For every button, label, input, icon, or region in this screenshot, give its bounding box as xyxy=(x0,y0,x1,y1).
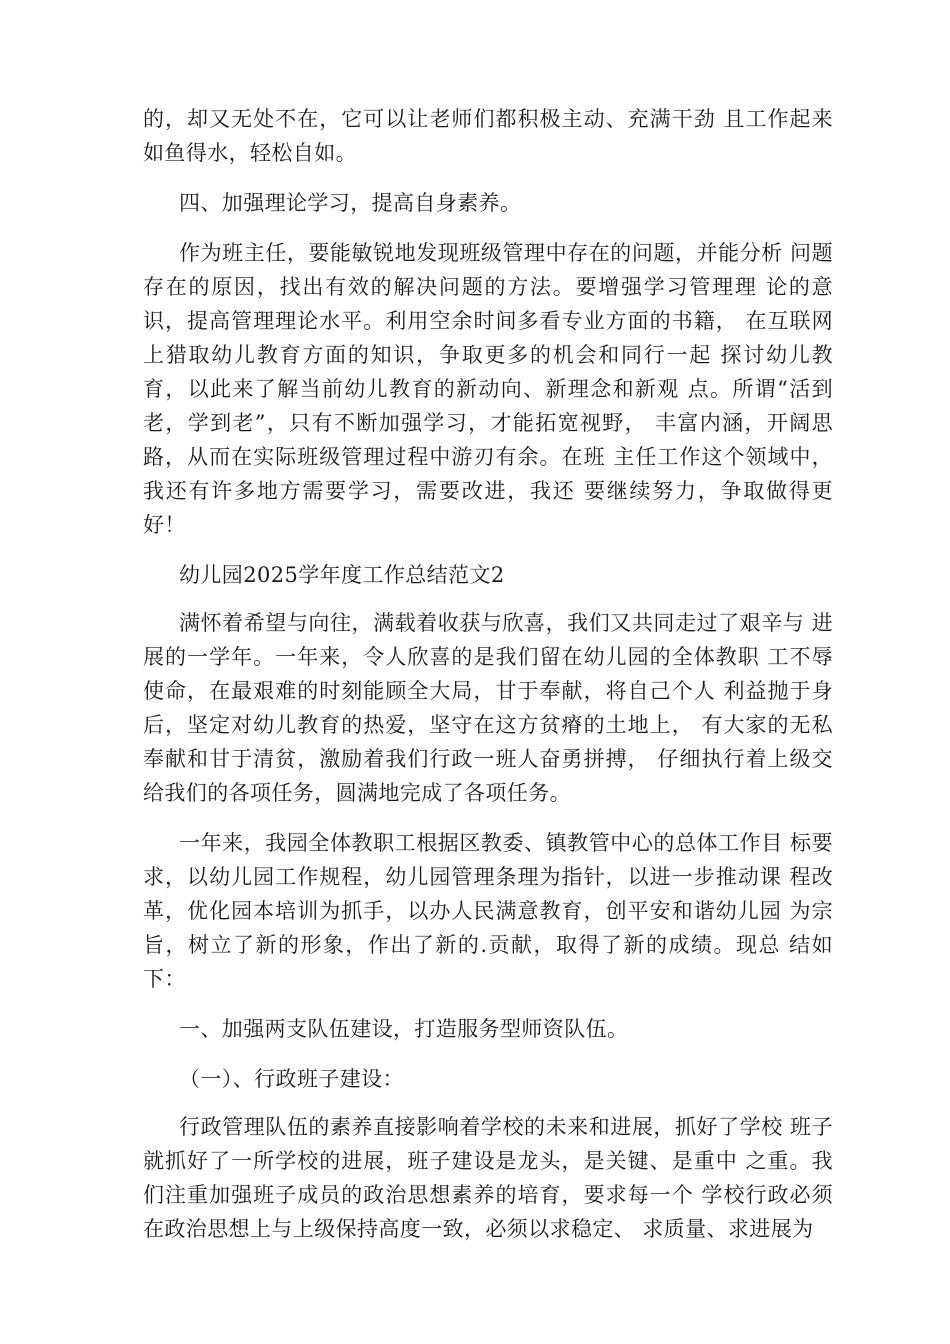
paragraph-continuation: 的，却又无处不在，它可以让老师们都积极主动、充满干劲 且工作起来如鱼得水，轻松自如。 xyxy=(143,107,833,165)
paragraph-summary: 一年来，我园全体教职工根据区教委、镇教管中心的总体工作目 标要求，以幼儿园工作规程，幼儿园管理条理为指针，以进一步推动课 程改革，优化园本培训为抓手，以办人民满意教育，创平安和谐幼儿园 为宗旨，树立了新的形象，作出了新的.贡献，取得了新的成绩。现总 结如下： xyxy=(143,831,833,991)
section-heading-team-building: 一、加强两支队伍建设，打造服务型师资队伍。 xyxy=(179,1017,629,1041)
document-title-2: 幼儿园2025学年度工作总结范文2 xyxy=(179,563,505,587)
paragraph-admin-team: 行政管理队伍的素养直接影响着学校的未来和进展，抓好了学校 班子就抓好了一所学校的进展，班子建设是龙头，是关键、是重中 之重。我们注重加强班子成员的政治思想素养的培育，要求每一个 学校行政必须在政治思想上与上级保持高度一致，必须以求稳定、 求质量、求进展为 xyxy=(143,1115,833,1241)
subsection-heading-admin-team: （一）、行政班子建设： xyxy=(179,1067,404,1091)
paragraph-theory-study: 作为班主任，要能敏锐地发现班级管理中存在的问题，并能分析 问题存在的原因，找出有效的解决问题的方法。要增强学习管理理 论的意识，提高管理理论水平。利用空余时间多看专业方面的书籍， 在互联网上猎取幼儿教育方面的知识，争取更多的机会和同行一起 探讨幼儿教育，以此来了解当前幼儿教育的新动向、新理念和新观 点。所谓“活到老，学到老”，只有不断加强学习，才能拓宽视野， 丰富内涵，开阔思路，从而在实际班级管理过程中游刃有余。在班 主任工作这个领域中，我还有许多地方需要学习，需要改进，我还 要继续努力，争取做得更好！ xyxy=(143,241,833,537)
paragraph-intro: 满怀着希望与向往，满载着收获与欣喜，我们又共同走过了艰辛与 进展的一学年。一年来，令人欣喜的是我们留在幼儿园的全体教职 工不辱使命，在最艰难的时刻能顾全大局，甘于奉献，将自己个人 利益抛于身后，坚定对幼儿教育的热爱，坚守在这方贫瘠的土地上， 有大家的无私奉献和甘于清贫，激励着我们行政一班人奋勇拼搏， 仔细执行着上级交给我们的各项任务，圆满地完成了各项任务。 xyxy=(143,611,833,805)
section-heading-theory-study: 四、加强理论学习，提高自身素养。 xyxy=(179,191,522,215)
document-page xyxy=(143,102,833,1246)
